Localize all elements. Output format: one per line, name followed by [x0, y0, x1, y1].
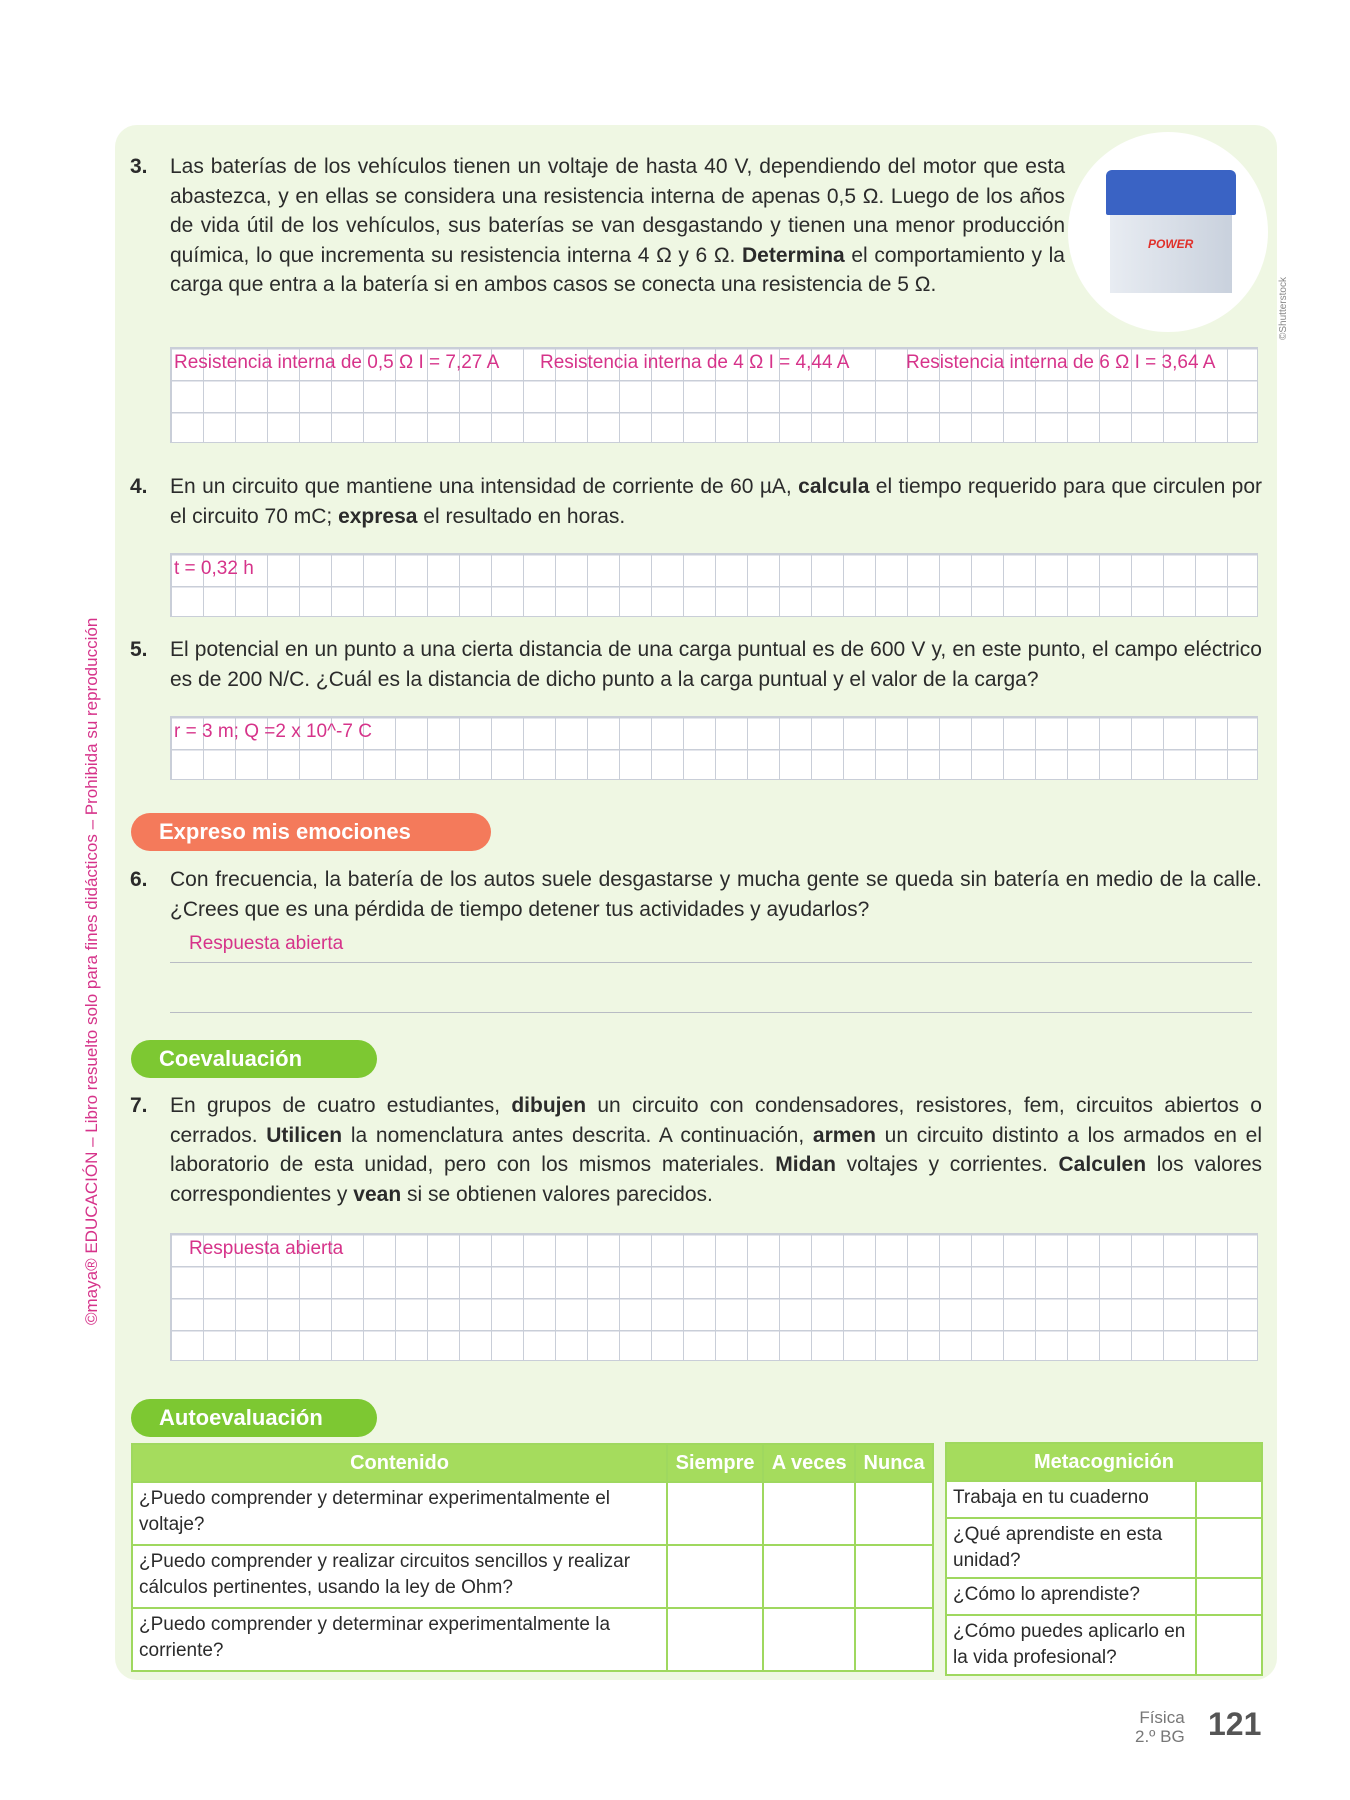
answer-text: Resistencia interna de 0,5 Ω I = 7,27 A [174, 352, 500, 373]
nunca-cell[interactable] [855, 1482, 933, 1545]
nunca-cell[interactable] [855, 1545, 933, 1608]
meta-answer-cell[interactable] [1196, 1481, 1262, 1518]
answer-line[interactable] [170, 962, 1252, 963]
text: Con frecuencia, la batería de los autos suele desgastarse y mucha gente se queda sin batería en medio de la calle. ¿Crees que es una pérdida de tiempo detener tus actividades y ayudarlos? [170, 868, 1262, 921]
text: El potencial en un punto a una cierta distancia de una carga puntual es de 600 V y, en este punto, el campo eléctrico es de 200 N/C. ¿Cuál es la distancia de dicho punto a la carga puntual y el valor de la carga? [170, 638, 1262, 691]
text: el comportamiento y la carga que entra a la batería si en ambos casos se conecta una resistencia de 5 Ω. [170, 243, 1065, 296]
header-contenido: Contenido [132, 1444, 667, 1482]
meta-cell: ¿Qué aprendiste en esta unidad? [946, 1518, 1196, 1578]
meta-cell: ¿Cómo puedes aplicarlo en la vida profesional? [946, 1615, 1196, 1675]
meta-answer-cell[interactable] [1196, 1578, 1262, 1615]
answer-text: t = 0,32 h [174, 558, 254, 579]
question-number: 4. [130, 475, 148, 498]
answer-grid-q7[interactable] [170, 1233, 1258, 1361]
question-4 [130, 472, 1262, 531]
text: voltajes y corrientes. [835, 1153, 1059, 1176]
question-number: 5. [130, 638, 148, 661]
answer-grid-q4[interactable] [170, 553, 1258, 617]
keyword: armen [812, 1123, 876, 1147]
siempre-cell[interactable] [667, 1482, 763, 1545]
section-title-autoevaluacion: Autoevaluación [131, 1399, 377, 1437]
criterion-cell: ¿Puedo comprender y determinar experimentalmente el voltaje? [132, 1482, 667, 1545]
footer-subject [1135, 1708, 1185, 1746]
header-nunca: Nunca [855, 1444, 933, 1482]
answer-text: Respuesta abierta [189, 933, 344, 954]
text: En grupos de cuatro estudiantes, [170, 1094, 512, 1117]
answer-text: r = 3 m; Q =2 x 10^-7 C [174, 721, 372, 742]
meta-cell: Trabaja en tu cuaderno [946, 1481, 1196, 1518]
autoevaluacion-table [131, 1443, 934, 1672]
siempre-cell[interactable] [667, 1545, 763, 1608]
text: En un circuito que mantiene una intensidad de corriente de 60 µA, [170, 475, 799, 498]
question-3 [130, 152, 1065, 300]
question-number: 7. [130, 1094, 148, 1117]
metacognicion-table [945, 1442, 1263, 1676]
keyword: Determina [742, 243, 845, 267]
text: la nomenclatura antes descrita. A continuación, [342, 1123, 813, 1147]
grade-label: 2.º BG [1135, 1727, 1185, 1746]
text: los valores correspondientes y [170, 1153, 1262, 1206]
section-title-emociones: Expreso mis emociones [131, 813, 491, 851]
a-veces-cell[interactable] [763, 1482, 855, 1545]
text: un circuito distinto a los armados en el laboratorio de esta unidad, pero con los mismos materiales. [170, 1123, 1263, 1176]
siempre-cell[interactable] [667, 1608, 763, 1671]
a-veces-cell[interactable] [763, 1545, 855, 1608]
header-siempre: Siempre [667, 1444, 763, 1482]
keyword: expresa [338, 504, 418, 528]
question-5 [130, 635, 1262, 694]
question-6 [130, 865, 1262, 924]
battery-brand: POWER [1148, 237, 1194, 251]
question-number: 3. [130, 155, 148, 178]
keyword: calcula [798, 475, 870, 498]
answer-line[interactable] [170, 1012, 1252, 1013]
page-number: 121 [1208, 1706, 1262, 1742]
subject-label: Física [1139, 1708, 1185, 1727]
image-credit: ©Shutterstock [1278, 277, 1289, 340]
a-veces-cell[interactable] [763, 1608, 855, 1671]
answer-grid-q3[interactable] [170, 347, 1258, 443]
header-metacognicion: Metacognición [946, 1443, 1262, 1481]
meta-answer-cell[interactable] [1196, 1615, 1262, 1675]
keyword: Utilicen [266, 1123, 343, 1147]
keyword: Calculen [1058, 1153, 1147, 1176]
text: un circuito con condensadores, resistores, fem, circuitos abiertos o cerrados. [170, 1094, 1262, 1147]
meta-answer-cell[interactable] [1196, 1518, 1262, 1578]
nunca-cell[interactable] [855, 1608, 933, 1671]
keyword: dibujen [511, 1094, 587, 1117]
criterion-cell: ¿Puedo comprender y determinar experimentalmente la corriente? [132, 1608, 667, 1671]
text: el resultado en horas. [417, 504, 626, 528]
copyright-side-note: ©maya® EDUCACIÓN – Libro resuelto solo para fines didácticos – Prohibida su reproducción [82, 617, 101, 1325]
text: Las baterías de los vehículos tienen un voltaje de hasta 40 V, dependiendo del motor que esta abastezca, y en ellas se considera una resistencia interna de apenas 0,5 Ω. Luego de los años de vida útil de los vehículos, sus baterías se van desgastando y tienen una menor producción química, lo que incrementa su resistencia interna 4 Ω y 6 Ω. [170, 155, 1065, 267]
section-title-coevaluacion: Coevaluación [131, 1040, 377, 1078]
question-7 [130, 1091, 1262, 1209]
text: el tiempo requerido para que circulen por el circuito 70 mC; [170, 475, 1263, 528]
criterion-cell: ¿Puedo comprender y realizar circuitos sencillos y realizar cálculos pertinentes, usando la ley de Ohm? [132, 1545, 667, 1608]
answer-grid-q5[interactable] [170, 716, 1258, 780]
battery-image [1068, 132, 1268, 332]
answer-text: Resistencia interna de 6 Ω I = 3,64 A [906, 352, 1216, 373]
answer-text: Resistencia interna de 4 Ω I = 4,44 A [540, 352, 850, 373]
question-number: 6. [130, 868, 148, 891]
text: si se obtienen valores parecidos. [401, 1182, 713, 1206]
meta-cell: ¿Cómo lo aprendiste? [946, 1578, 1196, 1615]
answer-text: Respuesta abierta [189, 1238, 344, 1259]
keyword: Midan [775, 1153, 836, 1176]
header-a-veces: A veces [763, 1444, 855, 1482]
keyword: vean [353, 1182, 402, 1206]
